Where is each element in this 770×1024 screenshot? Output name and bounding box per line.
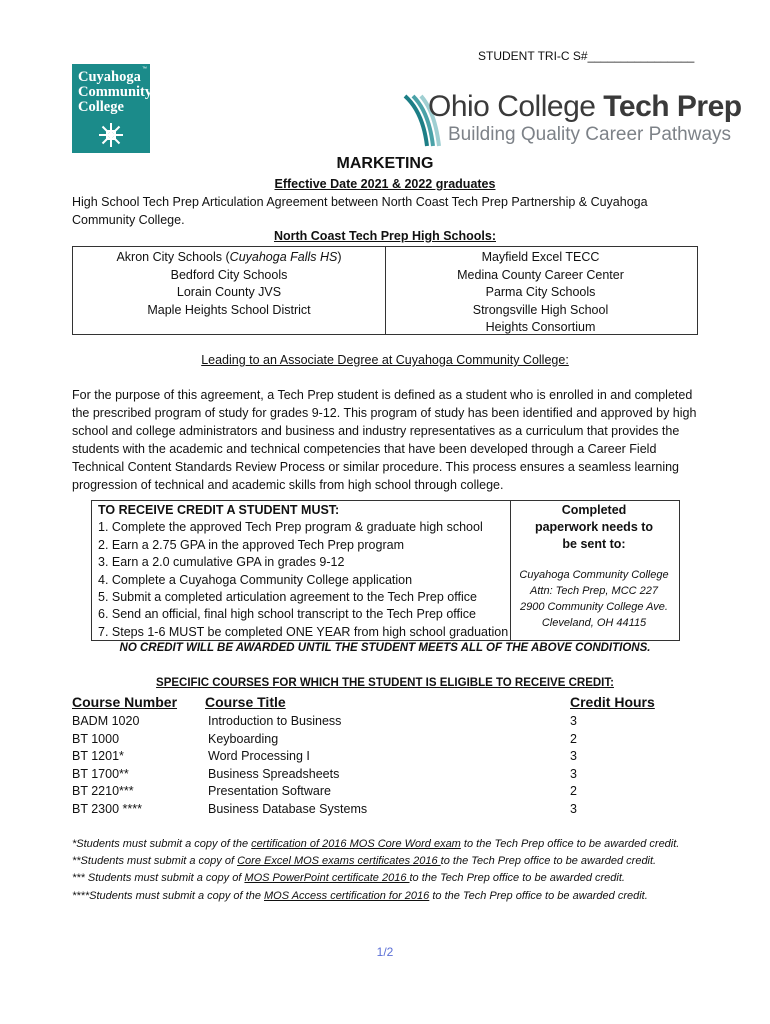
course-number: BT 1000 xyxy=(72,731,120,746)
page-title: MARKETING xyxy=(336,155,434,172)
address-line: Attn: Tech Prep, MCC 227 xyxy=(530,585,658,597)
school-item: Akron City Schools (Cuyahoga Falls HS) xyxy=(116,250,342,264)
credit-hours: 3 xyxy=(570,749,577,763)
footnote: ****Students must submit a copy of the MOS Access certification for 2016 to the Tech Prep office to be awarded credit. xyxy=(72,889,648,902)
table-row xyxy=(72,784,630,802)
course-number: BT 2300 **** xyxy=(72,801,142,816)
address-line: 2900 Community College Ave. xyxy=(520,601,668,613)
table-row xyxy=(72,749,630,767)
trademark-mark: ™ xyxy=(142,66,147,72)
school-item: Maple Heights School District xyxy=(147,302,311,317)
purpose-paragraph: For the purpose of this agreement, a Tech Prep student is defined as a student who is enrolled in and completed the prescribed program of study for grades 9-12. This program of study has been identified and approved by high school and college administrators and business and industry representatives as a curriculum that provides the students with the academic and technical competencies that have been developed through a Career Field Technical Content Standards Review Process or similar procedure. This process ensures a seamless learning progression of technical and academic skills from high school through college. xyxy=(72,388,697,492)
col-credit-hours: Credit Hours xyxy=(570,694,655,710)
footnotes xyxy=(72,836,692,905)
courses-heading: SPECIFIC COURSES FOR WHICH THE STUDENT IS ELIGIBLE TO RECEIVE CREDIT: xyxy=(156,677,614,689)
course-title: Word Processing I xyxy=(208,749,310,763)
requirement-item: 1. Complete the approved Tech Prep program & graduate high school xyxy=(98,520,483,535)
table-row xyxy=(72,732,630,750)
school-item: Mayfield Excel TECC xyxy=(481,250,600,264)
course-number: BT 1201* xyxy=(72,749,124,763)
course-title: Keyboarding xyxy=(208,731,279,746)
schools-heading: North Coast Tech Prep High Schools: xyxy=(273,229,496,243)
footnote: **Students must submit a copy of Core Excel MOS exams certificates 2016 to the Tech Prep office to be awarded credit. xyxy=(72,855,657,868)
address-line: Cleveland, OH 44115 xyxy=(541,617,647,629)
course-title: Business Spreadsheets xyxy=(208,766,340,781)
credit-hours: 3 xyxy=(570,801,577,816)
table-row xyxy=(72,802,630,820)
footnote: *Students must submit a copy of the certification of 2016 MOS Core Word exam to the Tech Prep office to be awarded credit. xyxy=(72,838,680,850)
credit-hours: 2 xyxy=(570,731,577,746)
school-item: Heights Consortium xyxy=(485,320,596,335)
snowflake-icon xyxy=(98,122,124,148)
requirement-item: 4. Complete a Cuyahoga Community College application xyxy=(98,572,413,587)
leading-heading: Leading to an Associate Degree at Cuyahoga Community College: xyxy=(201,353,569,367)
school-item: Parma City Schools xyxy=(485,285,596,300)
logo-text-line1: Cuyahoga xyxy=(78,69,141,85)
requirements-heading: TO RECEIVE CREDIT A STUDENT MUST: xyxy=(98,503,340,517)
col-course-title: Course Title xyxy=(205,694,286,710)
requirement-item: 2. Earn a 2.75 GPA in the approved Tech Prep program xyxy=(98,537,404,552)
course-title: Presentation Software xyxy=(208,784,331,798)
school-item: Medina County Career Center xyxy=(457,267,624,282)
no-credit-notice: NO CREDIT WILL BE AWARDED UNTIL THE STUDENT MEETS ALL OF THE ABOVE CONDITIONS. xyxy=(119,642,651,654)
school-item: Lorain County JVS xyxy=(176,285,282,300)
requirement-item: 7. Steps 1-6 MUST be completed ONE YEAR from high school graduation xyxy=(98,624,509,639)
intro-text: High School Tech Prep Articulation Agreement between North Coast Tech Prep Partnership & Cuyahoga Community College. xyxy=(72,195,648,227)
schools-left-cell xyxy=(72,246,386,335)
page-number: 1/2 xyxy=(376,945,394,959)
course-title: Introduction to Business xyxy=(208,714,342,728)
credit-hours: 3 xyxy=(570,714,577,728)
octp-subtitle: Building Quality Career Pathways xyxy=(448,124,732,145)
requirement-item: 6. Send an official, final high school transcript to the Tech Prep office xyxy=(98,607,477,622)
course-number: BT 2210*** xyxy=(72,784,134,798)
requirement-item: 3. Earn a 2.0 cumulative GPA in grades 9-12 xyxy=(98,555,345,570)
cuyahoga-logo xyxy=(72,64,153,153)
course-number: BT 1700** xyxy=(72,766,129,781)
course-title: Business Database Systems xyxy=(208,801,368,816)
credit-hours: 2 xyxy=(570,784,577,798)
paperwork-heading: Completed paperwork needs to be sent to: xyxy=(534,503,654,551)
table-row xyxy=(72,714,630,732)
paperwork-cell xyxy=(509,500,680,641)
school-item: Strongsville High School xyxy=(472,302,609,317)
requirement-item: 5. Submit a completed articulation agreement to the Tech Prep office xyxy=(98,590,477,605)
col-course-number: Course Number xyxy=(72,694,178,710)
course-number: BADM 1020 xyxy=(72,714,140,728)
student-id-label: STUDENT TRI-C S#________________ xyxy=(478,49,695,63)
footnote: *** Students must submit a copy of MOS PowerPoint certificate 2016 to the Tech Prep office to be awarded credit. xyxy=(72,872,625,885)
octp-title: Ohio College Tech Prep xyxy=(428,90,742,123)
requirements-cell xyxy=(91,500,511,641)
school-item: Bedford City Schools xyxy=(170,267,288,282)
table-row xyxy=(72,767,630,785)
address-line: Cuyahoga Community College xyxy=(519,569,669,581)
logo-text-line2: Community xyxy=(78,84,153,100)
credit-hours: 3 xyxy=(570,766,577,781)
effective-date: Effective Date 2021 & 2022 graduates xyxy=(274,177,496,191)
schools-right-cell xyxy=(384,246,698,335)
logo-text-line3: College xyxy=(78,99,124,115)
courses-table xyxy=(72,714,630,819)
